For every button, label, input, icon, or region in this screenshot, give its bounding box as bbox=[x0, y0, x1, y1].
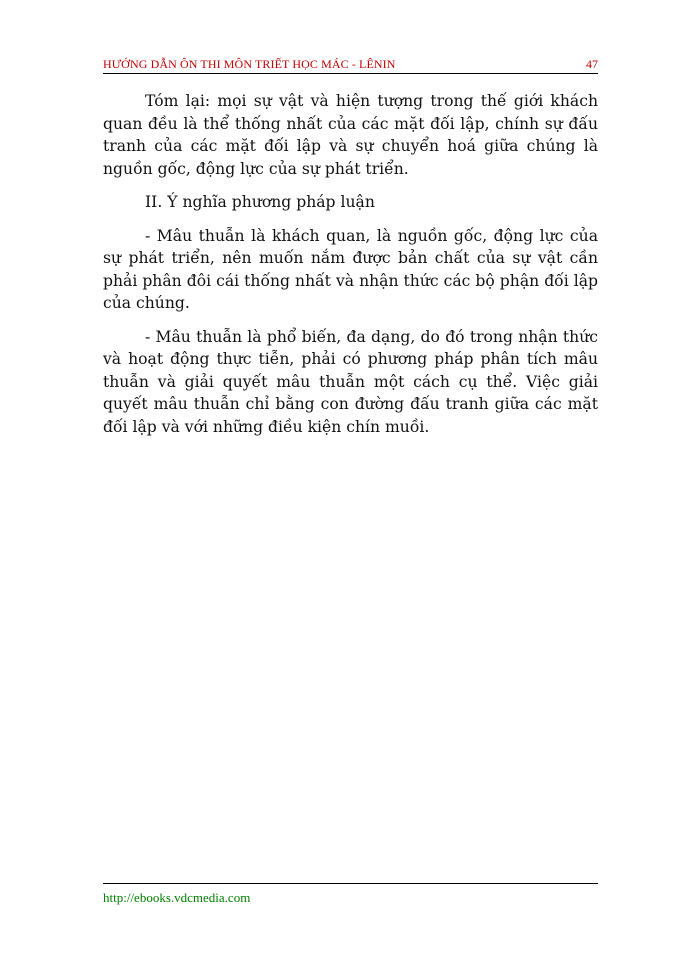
summary-paragraph: Tóm lại: mọi sự vật và hiện tượng trong thế giới khách quan đều là thể thống nhất của các mặt đối lập, chính sự đấu tranh của các mặt đối lập và sự chuyển hoá giữa chúng là nguồn gốc, động lực của sự phát triển. bbox=[103, 92, 598, 178]
section-heading: II. Ý nghĩa phương pháp luận bbox=[145, 193, 375, 211]
page-number: 47 bbox=[586, 57, 598, 71]
methodology-paragraph-1: - Mâu thuẫn là khách quan, là nguồn gốc, động lực của sự phát triển, nên muốn nắm được bản chất của sự vật cần phải phân đôi cái thống nhất và nhận thức các bộ phận đối lập của chúng. bbox=[103, 226, 598, 312]
running-header bbox=[103, 56, 598, 74]
header-title: HƯỚNG DẪN ÔN THI MÔN TRIẾT HỌC MÁC - LÊNIN bbox=[103, 57, 396, 71]
footer-link[interactable]: http://ebooks.vdcmedia.com bbox=[103, 890, 251, 905]
methodology-paragraph-2: - Mâu thuẫn là phổ biến, đa dạng, do đó trong nhận thức và hoạt động thực tiễn, phải có phương pháp phân tích mâu thuẫn và giải quyết mâu thuẫn một cách cụ thể. Việc giải quyết mâu thuẫn chỉ bằng con đường đấu tranh giữa các mặt đối lập và với những điều kiện chín muồi. bbox=[103, 327, 598, 436]
body-text bbox=[103, 90, 598, 449]
running-footer bbox=[103, 883, 598, 906]
